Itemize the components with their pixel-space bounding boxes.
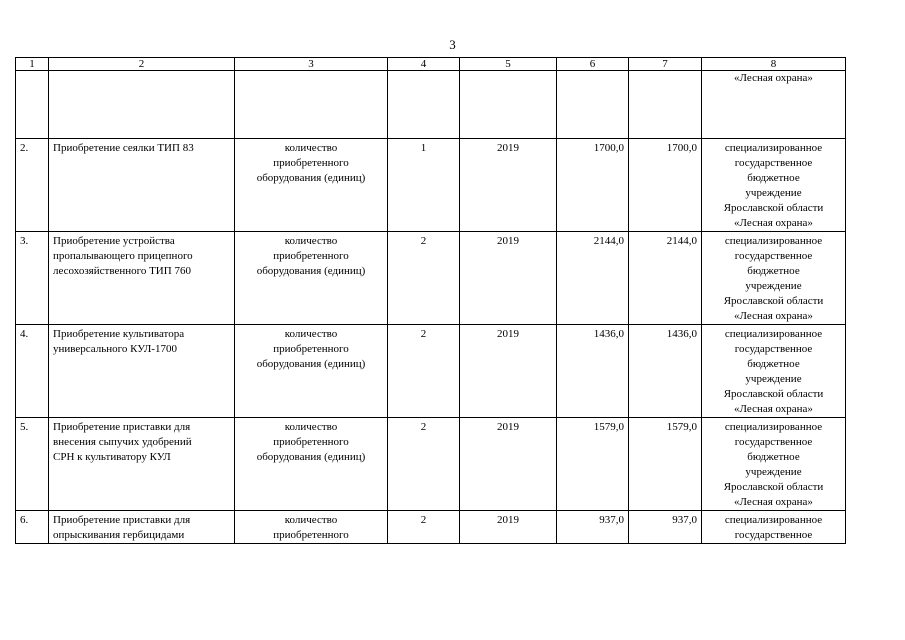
page-number: 3 (449, 37, 456, 52)
amount-budget: 937,0 (629, 511, 702, 544)
measure-name-line: Приобретение сеялки ТИП 83 (53, 142, 194, 154)
executor-line: «Лесная охрана» (734, 310, 813, 322)
executor-cell (702, 139, 846, 232)
executor-line: учреждение (745, 466, 802, 478)
row-number: 6. (16, 511, 49, 544)
measure-name-line: опрыскивания гербицидами (53, 529, 185, 541)
measure-name-line: Приобретение устройства (53, 235, 175, 247)
column-number: 7 (629, 58, 702, 71)
indicator-line: приобретенного (273, 436, 349, 448)
cell-empty (235, 71, 388, 139)
column-number: 3 (235, 58, 388, 71)
column-number: 4 (388, 58, 460, 71)
executor-cell (702, 232, 846, 325)
indicator-line: приобретенного (273, 157, 349, 169)
executor-line: специализированное (724, 421, 823, 433)
year: 2019 (460, 232, 557, 325)
measure-name (49, 139, 235, 232)
measure-name-line: Приобретение культиватора (53, 328, 185, 340)
executor-line: Ярославской области (723, 295, 824, 307)
amount-budget: 1700,0 (629, 139, 702, 232)
executor-line: специализированное (724, 235, 823, 247)
indicator-line: оборудования (единиц) (256, 265, 366, 277)
table-row (16, 325, 846, 418)
indicator-line: количество (284, 514, 338, 526)
indicator-line: оборудования (единиц) (256, 172, 366, 184)
executor-line: бюджетное (747, 451, 800, 463)
indicator-line: количество (284, 142, 338, 154)
column-number: 8 (702, 58, 846, 71)
executor-line: государственное (734, 343, 813, 355)
executor-cell (702, 71, 846, 139)
amount-total: 937,0 (557, 511, 629, 544)
indicator (235, 325, 388, 418)
indicator (235, 511, 388, 544)
measure-name (49, 418, 235, 511)
column-number: 1 (16, 58, 49, 71)
amount-total: 1700,0 (557, 139, 629, 232)
executor-line: «Лесная охрана» (734, 403, 813, 415)
indicator-line: приобретенного (273, 529, 349, 541)
continuation-row (16, 71, 846, 139)
measure-name-line: Приобретение приставки для (53, 514, 191, 526)
indicator-line: количество (284, 328, 338, 340)
column-number-row (16, 58, 846, 71)
column-number: 5 (460, 58, 557, 71)
table-row (16, 232, 846, 325)
measure-name (49, 325, 235, 418)
indicator-line: количество (284, 235, 338, 247)
measure-name-line: Приобретение приставки для (53, 421, 191, 433)
executor-line: бюджетное (747, 172, 800, 184)
cell-empty (460, 71, 557, 139)
cell-empty (16, 71, 49, 139)
amount-budget: 1579,0 (629, 418, 702, 511)
executor-line: «Лесная охрана» (734, 72, 813, 84)
amount-total: 1436,0 (557, 325, 629, 418)
column-number: 2 (49, 58, 235, 71)
executor-line: государственное (734, 436, 813, 448)
executor-line: государственное (734, 529, 813, 541)
executor-line: специализированное (724, 142, 823, 154)
measure-name (49, 232, 235, 325)
measure-name-line: внесения сыпучих удобрений (53, 436, 192, 448)
year: 2019 (460, 325, 557, 418)
measure-name-line: пропалывающего прицепного (53, 250, 193, 262)
executor-line: Ярославской области (723, 481, 824, 493)
executor-line: учреждение (745, 373, 802, 385)
amount-budget: 2144,0 (629, 232, 702, 325)
executor-line: «Лесная охрана» (734, 217, 813, 229)
executor-line: Ярославской области (723, 388, 824, 400)
row-number: 3. (16, 232, 49, 325)
executor-line: учреждение (745, 187, 802, 199)
indicator (235, 232, 388, 325)
table-row (16, 511, 846, 544)
row-number: 5. (16, 418, 49, 511)
indicator-line: приобретенного (273, 343, 349, 355)
row-number: 2. (16, 139, 49, 232)
cell-empty (557, 71, 629, 139)
cell-empty (388, 71, 460, 139)
indicator-line: количество (284, 421, 338, 433)
year: 2019 (460, 139, 557, 232)
indicator-line: оборудования (единиц) (256, 451, 366, 463)
indicator-value: 1 (388, 139, 460, 232)
executor-line: государственное (734, 157, 813, 169)
executor-line: учреждение (745, 280, 802, 292)
indicator-line: приобретенного (273, 250, 349, 262)
executor-line: специализированное (724, 514, 823, 526)
executor-line: бюджетное (747, 358, 800, 370)
amount-total: 1579,0 (557, 418, 629, 511)
measure-name-line: СРН к культиватору КУЛ (53, 451, 171, 463)
measure-name-line: лесохозяйственного ТИП 760 (53, 265, 191, 277)
indicator-value: 2 (388, 418, 460, 511)
indicator-value: 2 (388, 232, 460, 325)
program-table (15, 57, 846, 544)
executor-line: Ярославской области (723, 202, 824, 214)
table-row (16, 139, 846, 232)
measure-name-line: универсального КУЛ-1700 (53, 343, 177, 355)
measure-name (49, 511, 235, 544)
year: 2019 (460, 511, 557, 544)
executor-line: государственное (734, 250, 813, 262)
indicator-value: 2 (388, 511, 460, 544)
executor-cell (702, 418, 846, 511)
row-number: 4. (16, 325, 49, 418)
executor-cell (702, 511, 846, 544)
year: 2019 (460, 418, 557, 511)
column-number: 6 (557, 58, 629, 71)
executor-line: «Лесная охрана» (734, 496, 813, 508)
table-row (16, 418, 846, 511)
indicator-value: 2 (388, 325, 460, 418)
indicator (235, 418, 388, 511)
executor-cell (702, 325, 846, 418)
indicator (235, 139, 388, 232)
executor-line: специализированное (724, 328, 823, 340)
amount-total: 2144,0 (557, 232, 629, 325)
amount-budget: 1436,0 (629, 325, 702, 418)
indicator-line: оборудования (единиц) (256, 358, 366, 370)
cell-empty (49, 71, 235, 139)
executor-line: бюджетное (747, 265, 800, 277)
cell-empty (629, 71, 702, 139)
